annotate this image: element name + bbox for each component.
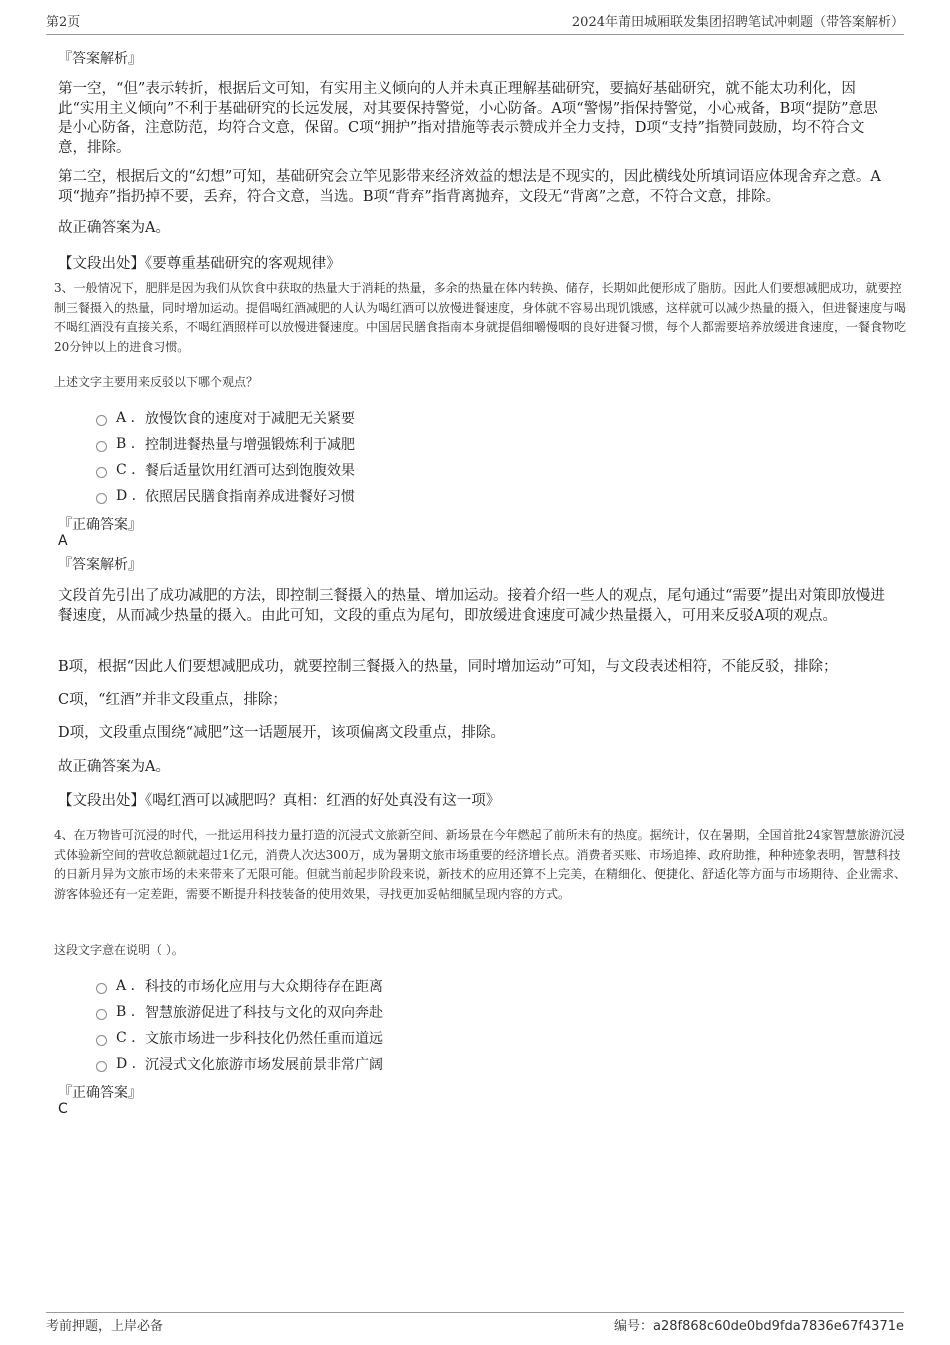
option-b[interactable] [96,434,355,454]
question-prompt: 这段文字意在说明（ ）。 [54,943,184,957]
question-stem: 4、在万物皆可沉浸的时代，一批运用科技力量打造的沉浸式文旅新空间、新场景在今年燃起了前所未有的热度。据统计，仅在暑期，全国首批24家智慧旅游沉浸式体验新空间的营收总额就超过1亿元，消费人次达300万，成为暑期文旅市场重要的经济增长点。消费者买账、市场追捧、政府助推，种种迹象表明，智慧科技的日新月异为文旅市场的未来带来了无限可能。但就当前起步阶段来说，新技术的应用还算不上完美，在精细化、便捷化、舒适化等方面与市场期待、企业需求、游客体验还有一定差距，需要不断提升科技装备的使用效果，寻找更加妥帖细腻呈现内容的方式。 [54,828,907,901]
option-letter: D . [116,1056,137,1072]
page-header [46,14,904,35]
answer-conclusion: 故正确答案为A。 [58,759,170,775]
correct-answer-label: 『正确答案』 [58,517,142,533]
analysis-paragraph: B项，根据“因此人们要想减肥成功，就要控制三餐摄入的热量，同时增加运动”可知，与文段表述相符，不能反驳，排除； [58,659,838,675]
question-stem: 3、一般情况下，肥胖是因为我们从饮食中获取的热量大于消耗的热量，多余的热量在体内转换、储存，长期如此便形成了脂肪。因此人们要想减肥成功，就要控制三餐摄入的热量，同时增加运动。提倡喝红酒减肥的人认为喝红酒可以放慢进餐速度，身体就不容易出现饥饿感，这样就可以减少热量的摄入，但进餐速度与喝不喝红酒没有直接关系，不喝红酒照样可以放慢进餐速度。中国居民膳食指南本身就提倡细嚼慢咽的良好进餐习惯，每个人都需要培养放缓进食速度，一餐食物吃20分钟以上的进食习惯。 [54,281,907,354]
option-letter: B . [116,436,136,452]
document-title: 2024年莆田城厢联发集团招聘笔试冲刺题（带答案解析） [571,15,904,30]
option-text: 控制进餐热量与增强锻炼利于减肥 [145,437,355,453]
option-text: 餐后适量饮用红酒可达到饱腹效果 [145,463,355,479]
option-letter: C . [116,462,136,478]
correct-answer: A [58,533,68,549]
analysis-label: 『答案解析』 [58,51,142,67]
analysis-paragraph: C项，“红酒”并非文段重点，排除； [58,692,287,708]
radio-icon[interactable] [96,441,107,452]
analysis-paragraph: 文段首先引出了成功减肥的方法，即控制三餐摄入的热量、增加运动。接着介绍一些人的观点，尾句通过“需要”提出对策即放慢进餐速度，从而减少热量的摄入。由此可知，文段的重点为尾句，即放缓进食速度可减少热量摄入，可用来反驳A项的观点。 [58,588,885,624]
option-text: 科技的市场化应用与大众期待存在距离 [145,979,383,995]
analysis-paragraph: 第一空，“但”表示转折，根据后文可知，有实用主义倾向的人并未真正理解基础研究，要搞好基础研究，就不能太功利化，因此“实用主义倾向”不利于基础研究的长远发展，对其要保持警觉，小心防备。A项“警惕”指保持警觉，小心戒备，B项“提防”意思是小心防备，注意防范，均符合文意，保留。C项“拥护”指对措施等表示赞成并全力支持，D项“支持”指赞同鼓励，均不符合文意，排除。 [58,81,878,156]
option-c[interactable] [96,1028,383,1048]
code-label: 编号： [614,1319,654,1334]
page-footer [46,1312,904,1334]
option-b[interactable] [96,1002,383,1022]
option-c[interactable] [96,460,355,480]
radio-icon[interactable] [96,415,107,426]
page-number: 第2页 [46,15,81,30]
option-text: 沉浸式文化旅游市场发展前景非常广阔 [145,1057,383,1073]
option-letter: B . [116,1004,136,1020]
option-letter: A . [116,410,136,426]
option-letter: C . [116,1030,136,1046]
radio-icon[interactable] [96,1035,107,1046]
radio-icon[interactable] [96,1009,107,1020]
analysis-paragraph: 第二空，根据后文的“幻想”可知，基础研究会立竿见影带来经济效益的想法是不现实的，因此横线处所填词语应体现舍弃之意。A项“抛弃”指扔掉不要，丢弃，符合文意，当选。B项“背弃”指背离抛弃，文段无“背离”之意，不符合文意，排除。 [58,169,881,205]
radio-icon[interactable] [96,1061,107,1072]
option-d[interactable] [96,486,355,506]
footer-slogan: 考前押题，上岸必备 [46,1319,164,1334]
option-text: 依照居民膳食指南养成进餐好习惯 [145,489,355,505]
analysis-label: 『答案解析』 [58,557,142,573]
source-citation: 【文段出处】《喝红酒可以减肥吗？真相：红酒的好处真没有这一项》 [58,793,501,809]
source-citation: 【文段出处】《要尊重基础研究的客观规律》 [58,256,341,272]
radio-icon[interactable] [96,983,107,994]
radio-icon[interactable] [96,493,107,504]
question-prompt: 上述文字主要用来反驳以下哪个观点？ [54,375,259,389]
option-text: 智慧旅游促进了科技与文化的双向奔赴 [145,1005,383,1021]
option-text: 文旅市场进一步科技化仍然任重而道远 [145,1031,383,1047]
option-d[interactable] [96,1054,383,1074]
radio-icon[interactable] [96,467,107,478]
code-value: a28f868c60de0bd9fda7836e67f4371e [653,1319,904,1334]
document-code [614,1315,904,1334]
option-text: 放慢饮食的速度对于减肥无关紧要 [145,411,355,427]
option-letter: A . [116,978,136,994]
correct-answer: C [58,1101,68,1117]
option-a[interactable] [96,976,383,996]
option-a[interactable] [96,408,355,428]
correct-answer-label: 『正确答案』 [58,1085,142,1101]
analysis-paragraph: D项，文段重点围绕“减肥”这一话题展开，该项偏离文段重点，排除。 [58,725,505,741]
answer-conclusion: 故正确答案为A。 [58,220,170,236]
option-letter: D . [116,488,137,504]
